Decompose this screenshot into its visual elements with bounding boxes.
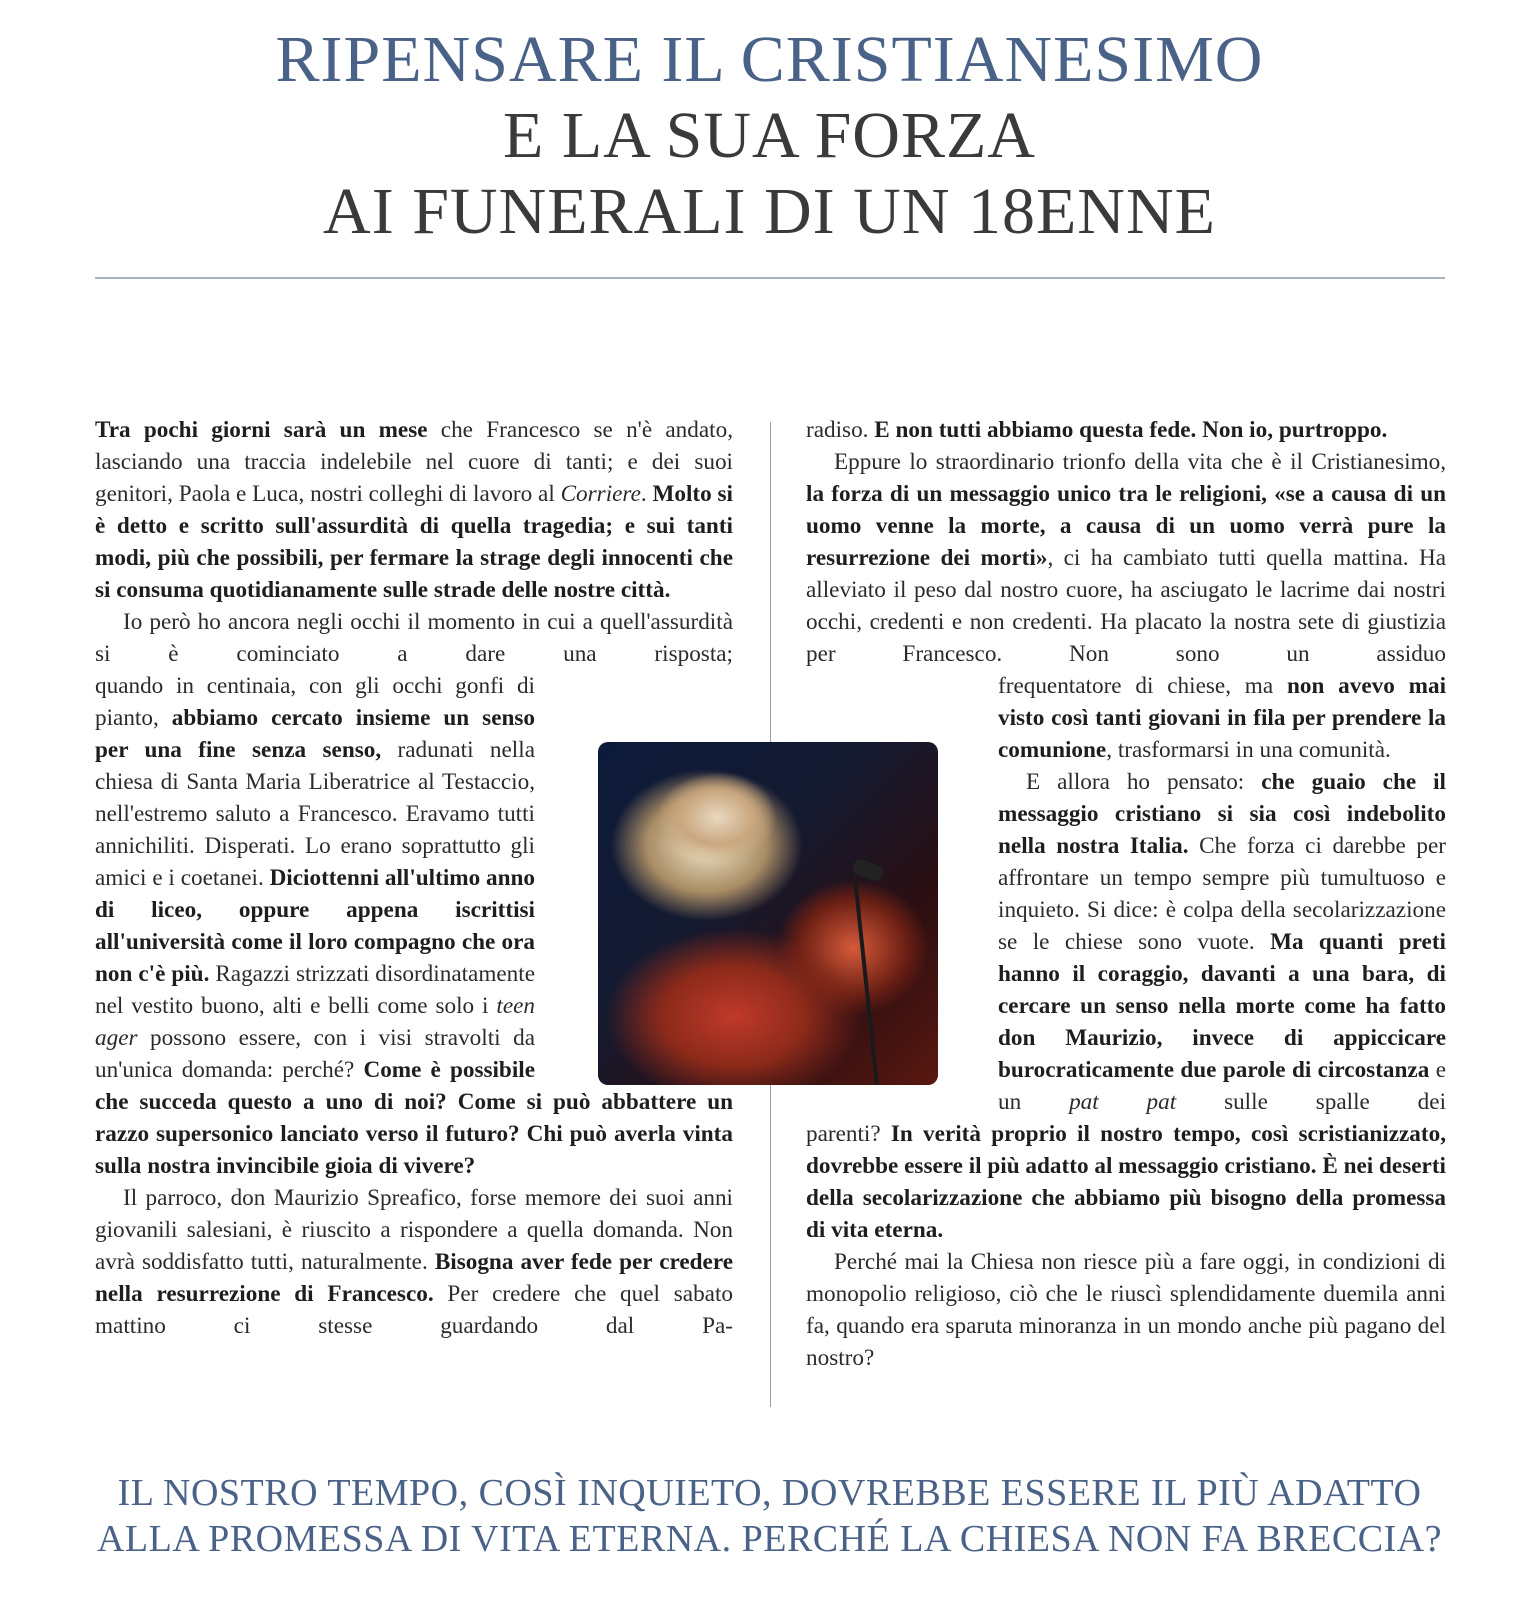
emphasis-bold: Molto si è detto e scritto sull'assurdità di quella tragedia; e sui tanti modi, più che possibili, per fermare la strage degli innocenti che si consuma quotidianamente sulle strade delle nostre città.	[95, 481, 734, 603]
paragraph-2-bottom	[95, 1086, 733, 1182]
emphasis-bold: abbiamo cercato insieme un senso per una fine senza senso,	[95, 705, 535, 763]
text-run: radunati nella chiesa di Santa Maria Liberatrice al Testaccio, nell'estremo saluto a Francesco. Eravamo tutti annichiliti. Disperati. Lo erano soprattutto gli amici e i coetanei.	[95, 737, 535, 891]
pull-quote	[0, 1470, 1539, 1562]
text-run: radiso.	[806, 417, 875, 443]
paragraph-6-bottom	[806, 1118, 1446, 1246]
pull-quote-line-2: ALLA PROMESSA DI VITA ETERNA. PERCHÉ LA CHIESA NON FA BRECCIA?	[96, 1518, 1443, 1560]
headline	[0, 22, 1539, 250]
headline-divider	[95, 277, 1445, 279]
headline-line-2: E LA SUA FORZA	[503, 99, 1036, 172]
italic-term: pat pat	[1069, 1089, 1177, 1115]
pull-quote-line-1: IL NOSTRO TEMPO, COSÌ INQUIETO, DOVREBBE ESSERE IL PIÙ ADATTO	[117, 1472, 1422, 1514]
text-run: quando in centinaia, con gli occhi gonfi di pianto,	[95, 673, 535, 731]
emphasis-bold: Diciottenni all'ultimo anno di liceo, oppure appena iscrittisi all'università come il loro compagno che ora non c'è più.	[95, 865, 535, 987]
emphasis-bold: Ma quanti preti hanno il coraggio, davanti a una bara, di cercare un senso nella morte come ha fatto don Maurizio, invece di appiccicare burocraticamente due parole di circostanza	[998, 929, 1446, 1083]
paragraph-5-top	[806, 446, 1446, 670]
paragraph-4	[806, 414, 1446, 446]
text-run: .	[640, 481, 653, 507]
lead-bold: Tra pochi giorni sarà un mese	[95, 417, 428, 443]
italic-term: teen ager	[95, 993, 535, 1051]
publication-name: Corriere	[560, 481, 641, 507]
text-run: frequentatore di chiese, ma	[998, 673, 1287, 699]
paragraph-3	[95, 1182, 733, 1342]
paragraph-7	[806, 1246, 1446, 1374]
text-run: , trasformarsi in una comunità.	[1106, 737, 1391, 763]
paragraph-1	[95, 414, 733, 606]
text-run: E allora ho pensato:	[1026, 769, 1262, 795]
emphasis-bold: che guaio che il messaggio cristiano si sia così indebolito nella nostra Italia.	[998, 769, 1446, 859]
emphasis-bold: Bisogna aver fede per credere nella resurrezione di Francesco.	[95, 1249, 733, 1307]
text-run: Ragazzi strizzati disordinatamente nel vestito buono, alti e belli come solo i	[95, 961, 535, 1019]
paragraph-2-top	[95, 606, 733, 670]
text-run: Eppure lo straordinario trionfo della vita che è il Cristianesimo,	[834, 449, 1446, 475]
emphasis-bold: che succeda questo a uno di noi? Come si può abbattere un razzo supersonico lanciato verso il futuro? Chi può averla vinta sulla nostra invincibile gioia di vivere?	[95, 1089, 733, 1179]
article-column-right	[806, 414, 1446, 1374]
text-run: , ci ha cambiato tutti quella mattina. Ha alleviato il peso dal nostro cuore, ha asciugato le lacrime dai nostri occhi, credenti e non credenti. Ha placato la nostra sete di giustizia per Francesco. Non sono un assiduo	[806, 545, 1446, 667]
emphasis-bold: In verità proprio il nostro tempo, così scristianizzato, dovrebbe essere il più adatto al messaggio cristiano. È nei deserti della secolarizzazione che abbiamo più bisogno della promessa di vita eterna.	[806, 1121, 1446, 1243]
text-run: Io però ho ancora negli occhi il momento in cui a quell'assurdità si è cominciato a dare una risposta;	[95, 609, 733, 667]
text-run: Per credere che quel sabato mattino ci stesse guardando dal Pa-	[95, 1281, 733, 1339]
emphasis-bold: non avevo mai visto così tanti giovani in fila per prendere la comunione	[998, 673, 1447, 763]
paragraph-6-wrap	[998, 766, 1446, 1118]
headline-line-3: AI FUNERALI DI UN 18ENNE	[323, 175, 1216, 248]
text-run: che Francesco se n'è andato, lasciando una traccia indelebile nel cuore di tanti; e dei suoi genitori, Paola e Luca, nostri colleghi di lavoro al	[95, 417, 733, 507]
headline-line-1: RIPENSARE IL CRISTIANESIMO	[275, 23, 1264, 96]
text-run: e un	[998, 1057, 1446, 1115]
emphasis-bold: la forza di un messaggio unico tra le religioni, «se a causa di un uomo venne la morte, a causa di un uomo verrà pure la resurrezione dei morti»	[806, 481, 1446, 571]
emphasis-bold: Come è possibile	[363, 1057, 536, 1083]
text-run: parenti?	[806, 1121, 891, 1147]
text-run: possono essere, con i visi stravolti da un'unica domanda: perché?	[95, 1025, 535, 1083]
text-run: sulle spalle dei	[1176, 1089, 1447, 1115]
emphasis-bold: E non tutti abbiamo questa fede. Non io, purtroppo.	[874, 417, 1388, 443]
paragraph-2-wrap	[95, 670, 535, 1086]
text-run: Perché mai la Chiesa non riesce più a fare oggi, in condizioni di monopolio religioso, ciò che le riuscì splendidamente duemila anni fa, quando era sparuta minoranza in un mondo anche più pagano del nostro?	[806, 1249, 1446, 1371]
text-run: Il parroco, don Maurizio Spreafico, forse memore dei suoi anni giovanili salesiani, è riuscito a rispondere a quella domanda. Non avrà soddisfatto tutti, naturalmente.	[95, 1185, 733, 1275]
text-run: Che forza ci darebbe per affrontare un tempo sempre più tumultuoso e inquieto. Si dice: è colpa della secolarizzazione se le chiese sono vuote.	[998, 833, 1446, 955]
paragraph-5-wrap	[998, 670, 1446, 766]
